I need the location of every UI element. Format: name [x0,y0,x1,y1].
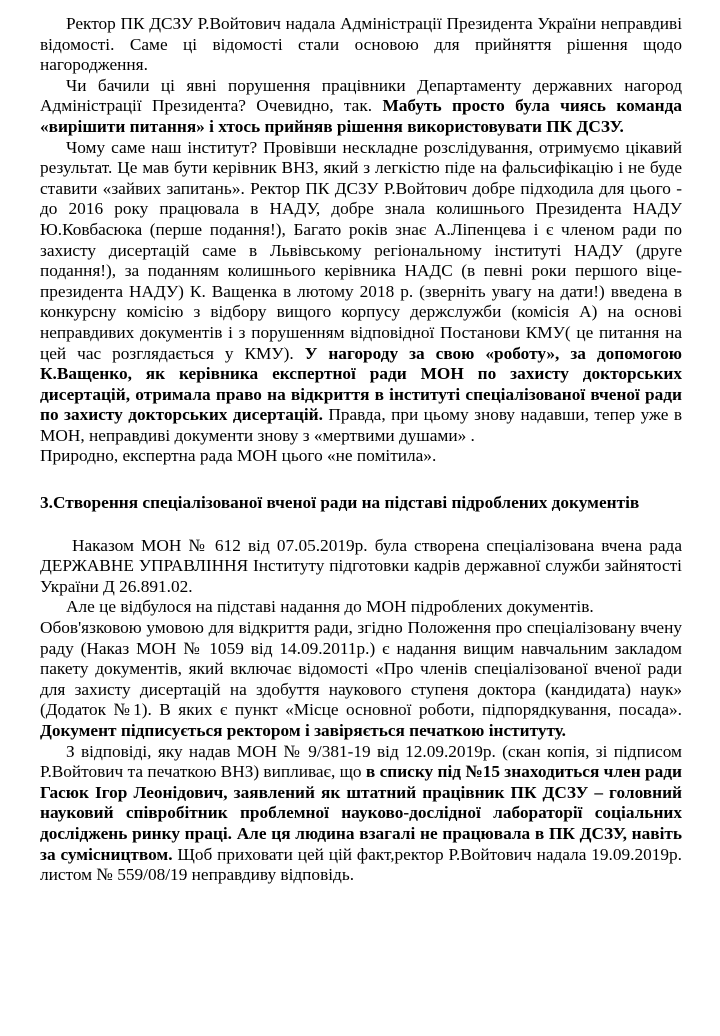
paragraph-text-tail: Правда, при цьому знову надавши, тепер уже в МОН, неправдиві документи знову з «мертвими душами» . [40,405,682,445]
paragraph-text: Природно, експертна рада МОН цього «не помітила». [40,446,437,466]
section-heading: 3.Створення спеціалізованої вченої ради на підставі підроблених документів [40,493,640,513]
paragraph-text: Чи бачили ці явні порушення працівники Департаменту державних нагород Адміністрації Президента? Очевидно, так. [40,75,682,116]
paragraph-text: З відповіді, яку надав МОН № 9/381-19 від 12.09.2019р. (скан копія, зі підписом Р.Войтович та печаткою ВНЗ) випливає, що [40,741,682,782]
paragraph-bold-text: Документ підписується ректором і завіряється печаткою інституту. [40,721,566,740]
paragraph-text: Але це відбулося на підставі надання до МОН підроблених документів. [66,597,594,617]
paragraph-text-tail: Щоб приховати цей цій факт,ректор Р.Войтович надала 19.09.2019р. листом № 559/08/19 неправдиву відповідь. [40,844,682,885]
paragraph-text: Ректор ПК ДСЗУ Р.Войтович надала Адміністрації Президента України неправдиві відомості. Саме ці відомості стали основою для прийняття рішення щодо нагородження. [40,14,682,75]
paragraph-text: Наказом МОН № 612 від 07.05.2019р. була створена спеціалізована вчена рада ДЕРЖАВНЕ УПРАВЛІННЯ Інституту підготовки кадрів державної служби зайнятості України Д 26.891.02. [40,535,682,596]
paragraph-forged-docs [40,597,682,618]
paragraph-awards-department [40,76,682,138]
paragraph-bold-text: Мабуть просто була чиясь команда «вирішити питання» і хтось прийняв рішення використовувати ПК ДСЗУ. [40,96,682,136]
paragraph-mandatory-condition [40,618,682,742]
paragraph-why-institute [40,138,682,447]
paragraph-mon-response [40,742,682,886]
paragraph-rector-false-info [40,14,682,76]
paragraph-mon-order [40,536,682,598]
paragraph-text: Чому саме наш інститут? Провівши нескладне розслідування, отримуємо цікавий результат. Це мав бути керівник ВНЗ, який з легкістю піде на фальсифікацію і не буде ставити «зайвих запитань». Ректор ПК ДСЗУ Р.Войтович добре підходила для цього - до 2016 року працювала в НАДУ, добре знала колишнього Президента НАДУ Ю.Ковбасюка (перше подання!), Багато років знає А.Ліпенцева і є членом ради по захисту дисертацій саме в Львівському регіональному інституті НАДУ (друге подання!), за поданням колишнього керівника НАДС (в певні роки першого віце-президента НАДУ) К. Ващенка в лютому 2018 р. (зверніть увагу на дати!) введена в конкурсну комісію з відбору вищого корпусу держслужби (комісія А) на основі неправдивих документів і з порушенням відповідної Постанови КМУ( це питання на цей час розглядається у КМУ). [40,137,682,363]
paragraph-expert-council [40,446,682,467]
paragraph-bold-text: У нагороду за свою «роботу», за допомогою К.Ващенко, як керівника експертної ради МОН по захисту докторських дисертацій, отримала право на відкриття в інституті спеціалізованої вченої ради по захисту докторських дисертацій. [40,343,682,425]
paragraph-bold-text: заявлений як штатний працівник ПК ДСЗУ – головний науковий співробітник проблемної науково-дослідної лабораторії соціальних досліджень ринку праці. Але ця людина взагалі не працювала в ПК ДСЗУ, навіть за сумісництвом. [40,782,682,864]
paragraph-bold-text: в списку під №15 знаходиться член ради Гасюк Ігор Леонідович, [40,762,682,802]
paragraph-text: Обов'язковою умовою для відкриття ради, згідно Положення про спеціалізовану вчену раду (Наказ МОН № 1059 від 14.09.2011р.) є надання вищим навчальним закладом пакету документів, який включає відомості «Про членів спеціалізованої вченої ради для захисту дисертацій на здобуття наукового ступеня доктора (кандидата) наук» (Додаток №1). В яких є пункт «Місце основної роботи, підпорядкування, посада». [40,618,682,720]
